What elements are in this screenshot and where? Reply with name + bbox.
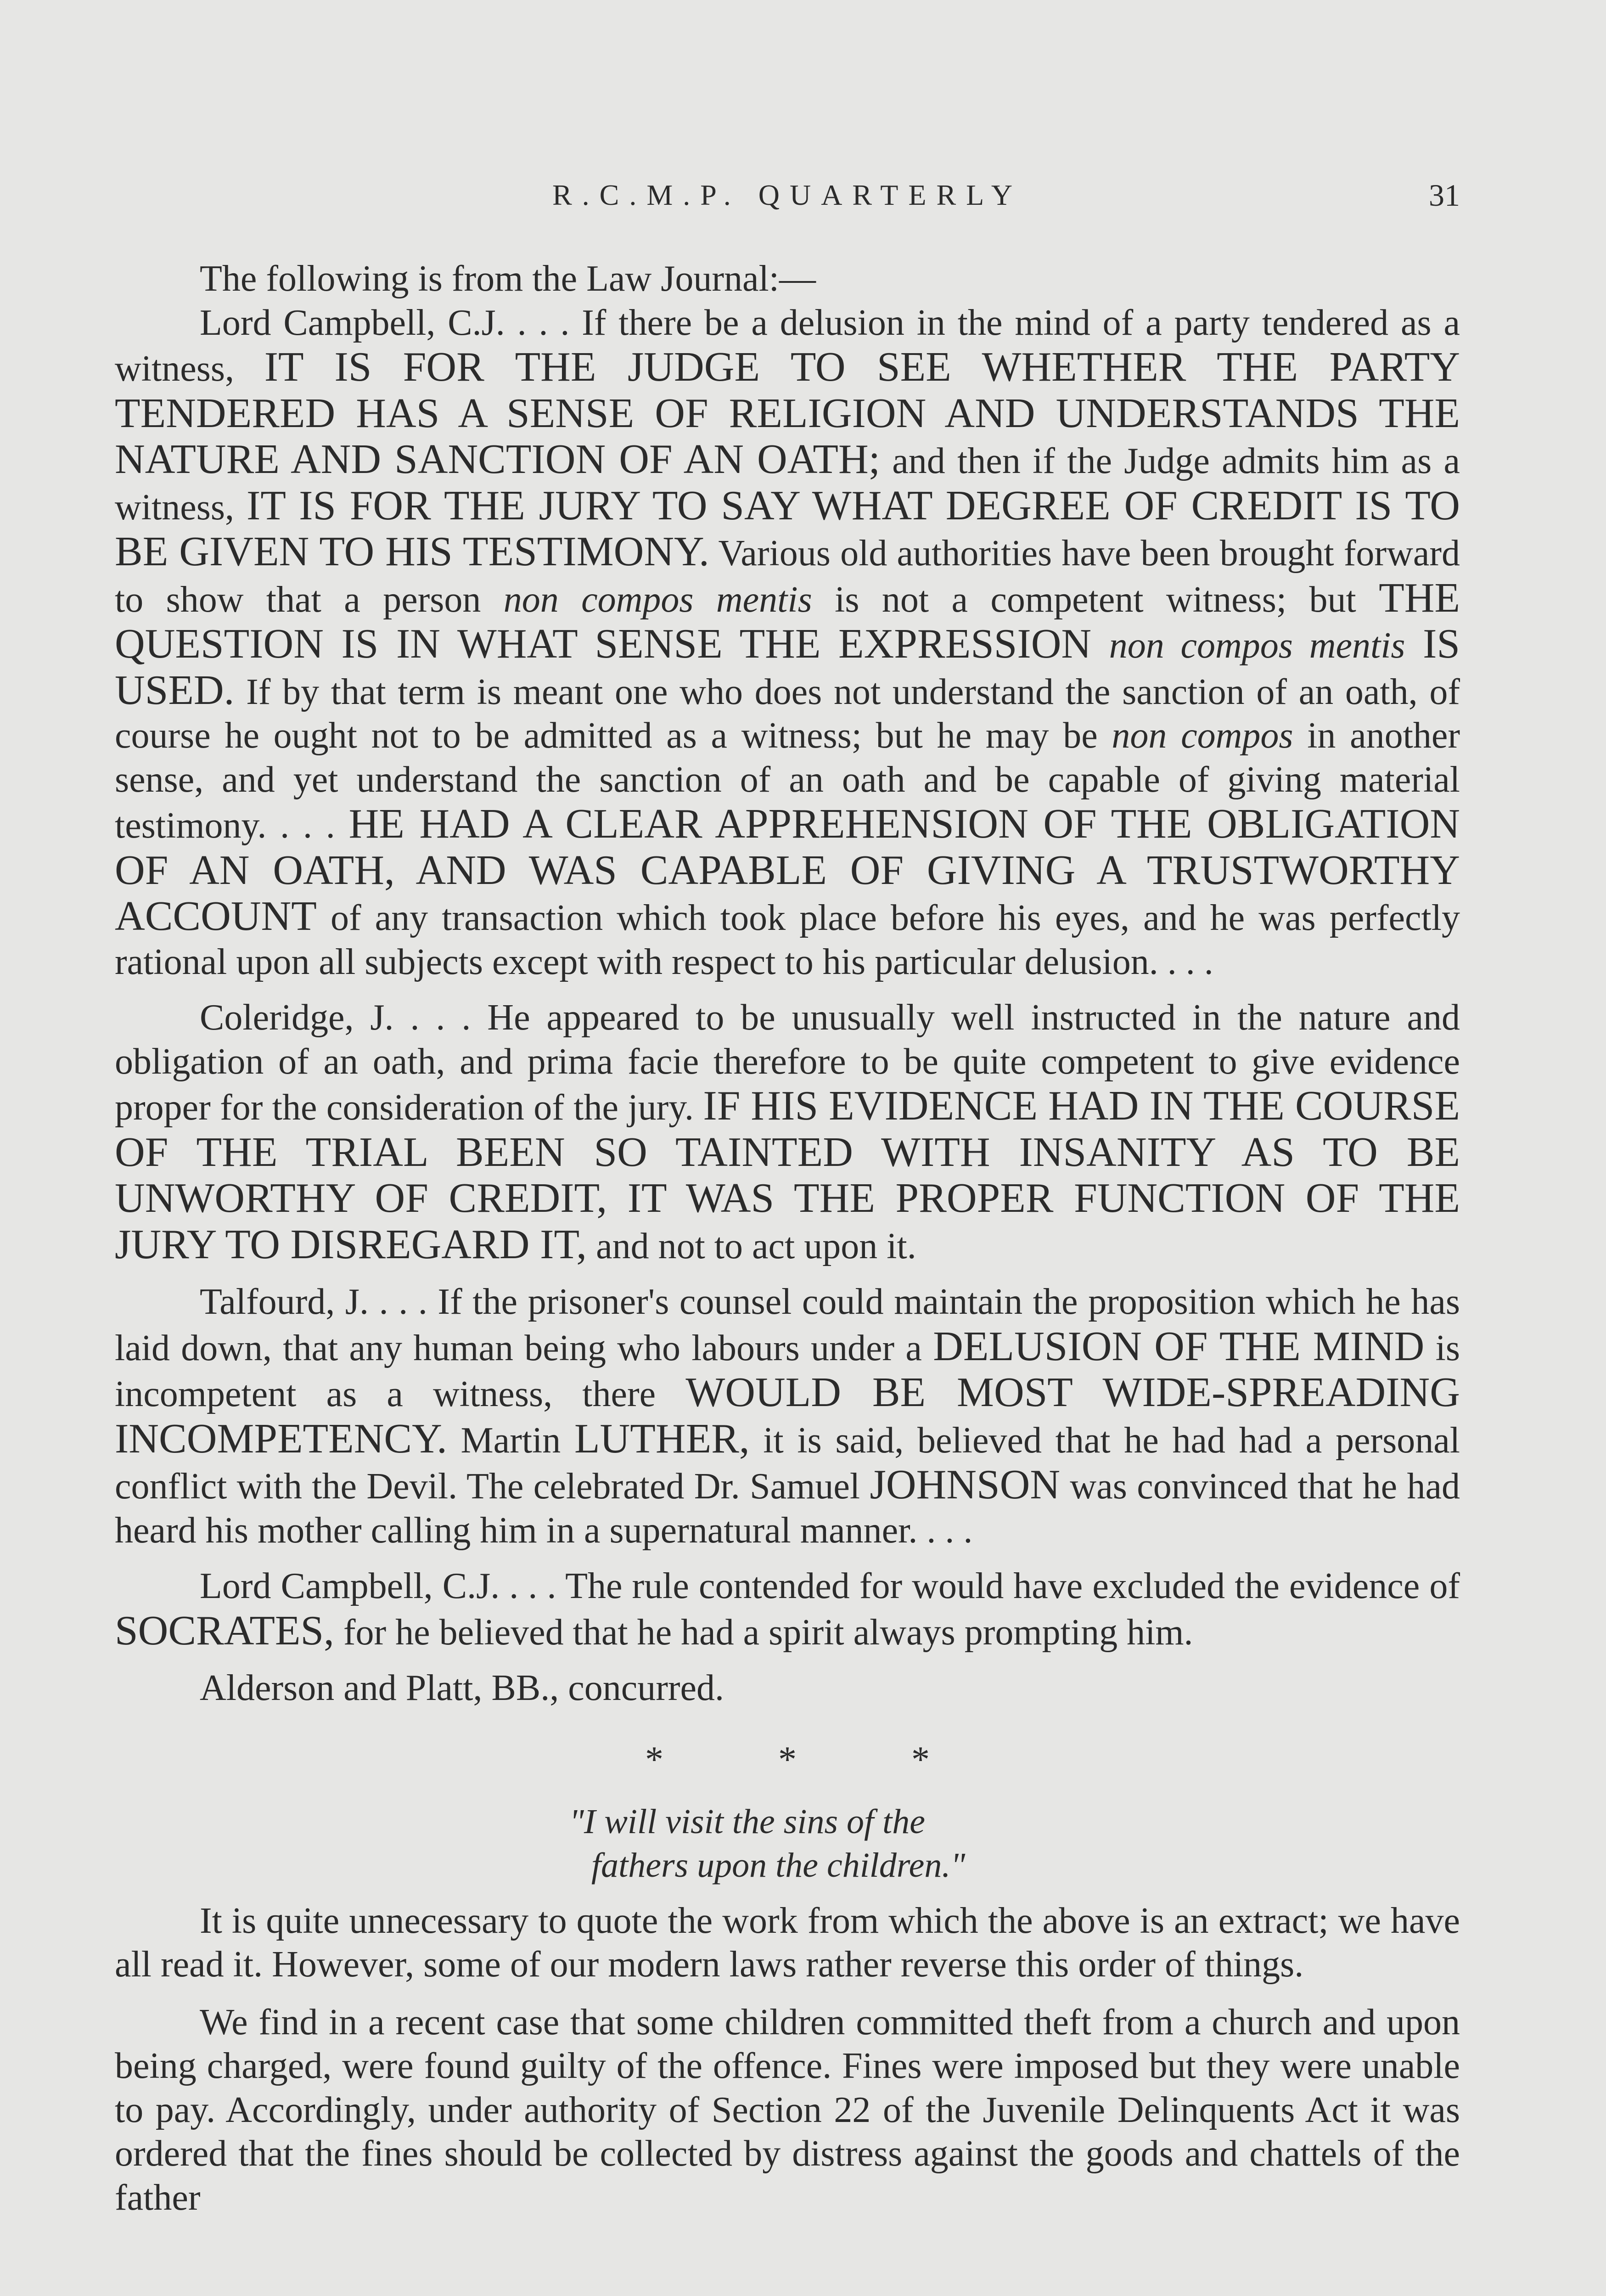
text-run: for he believed that he had a spirit always prompting him. (334, 1612, 1193, 1653)
paragraph-coleridge (115, 996, 1460, 1268)
emphasized-caps-phrase: IT IS FOR THE JURY TO SAY WHAT DEGREE OF CREDIT IS TO BE GIVEN TO HIS TESTIMONY. (115, 482, 1460, 574)
text-run: Talfourd, J. . . . If the prisoner's counsel could maintain the proposition which he has laid down, that any human being who labours under a (115, 1282, 1460, 1368)
running-title: R.C.M.P. QUARTERLY (552, 179, 1023, 211)
emphasized-caps-phrase: THE QUESTION IS IN WHAT SENSE THE EXPRESSION (115, 574, 1460, 667)
emphasized-caps-phrase: JOHNSON (870, 1461, 1061, 1508)
text-run: Martin (447, 1420, 574, 1461)
epigraph-quote (115, 1800, 1460, 1887)
asterisk: * (911, 1739, 930, 1780)
emphasized-caps-phrase: SOCRATES, (115, 1607, 334, 1654)
asterisk: * (778, 1739, 797, 1780)
emphasized-caps-phrase: WOULD BE MOST WIDE-SPREADING INCOMPETENCY. (115, 1369, 1460, 1462)
text-run: is not a competent witness; but (812, 579, 1379, 620)
running-header (115, 174, 1460, 216)
emphasized-caps-phrase: LUTHER, (574, 1415, 750, 1462)
paragraph-concurred: Alderson and Platt, BB., concurred. (200, 1668, 724, 1708)
text-run: was convinced that he had heard his mother calling him in a supernatural manner. . . . (115, 1466, 1460, 1551)
italic-phrase: non compos mentis (1109, 625, 1405, 666)
quote-line-2: fathers upon the children." (591, 1846, 966, 1885)
emphasized-caps-phrase: IT IS FOR THE JUDGE TO SEE WHETHER THE PARTY TENDERED HAS A SENSE OF RELIGION AND UNDERSTANDS THE NATURE AND SANCTION OF AN OATH; (115, 343, 1460, 482)
article-body (115, 257, 1460, 2220)
paragraph-campbell-2 (115, 1564, 1460, 1654)
paragraph-intro: The following is from the Law Journal:— (200, 259, 816, 299)
emphasized-caps-phrase: HE HAD A CLEAR APPREHENSION OF THE OBLIGATION OF AN OATH, AND WAS CAPABLE OF GIVING A TRUSTWORTHY ACCOUNT (115, 800, 1460, 939)
paragraph-recent-case: We find in a recent case that some children committed theft from a church and upon being charged, were found guilty of the offence. Fines were imposed but they were unable to pay. Accordingly, under authority of Section 22 of the Juvenile Delinquents Act it was ordered that the fines should be collected by distress against the goods and chattels of the father (115, 2002, 1460, 2218)
asterisk: * (645, 1739, 663, 1780)
text-run: Coleridge, J. . . . He appeared to be unusually well instructed in the nature and obligation of an oath, and prima facie therefore to be quite competent to give evidence proper for the consideration of the jury. (115, 997, 1460, 1128)
paragraph-campbell-1 (115, 301, 1460, 985)
page-number: 31 (1429, 178, 1460, 213)
text-run: it is said, believed that he had had a personal conflict with the Devil. The celebrated Dr. Samuel (115, 1420, 1460, 1507)
text-run: Various old authorities have been brought forward to show that a person (115, 533, 1460, 620)
text-run: is incompetent as a witness, there (115, 1328, 1460, 1414)
text-run: Lord Campbell, C.J. . . . If there be a delusion in the mind of a party tendered as a witness, (115, 302, 1460, 389)
paragraph-talfourd (115, 1280, 1460, 1553)
text-run: If by that term is meant one who does not understand the sanction of an oath, of course he ought not to be admitted as a witness; but he may be (115, 671, 1460, 756)
text-run: Lord Campbell, C.J. . . . The rule contended for would have excluded the evidence of (200, 1566, 1460, 1606)
text-run: of any transaction which took place before his eyes, and he was perfectly rational upon all subjects except with respect to his particular delusion. . . . (115, 898, 1460, 982)
emphasized-caps-phrase: IF HIS EVIDENCE HAD IN THE COURSE OF THE TRIAL BEEN SO TAINTED WITH INSANITY AS TO BE UNWORTHY OF CREDIT, IT WAS THE PROPER FUNCTION OF THE JURY TO DISREGARD IT, (115, 1082, 1460, 1267)
text-run: and then if the Judge admits him as a witness, (115, 441, 1460, 528)
text-run: and not to act upon it. (587, 1226, 916, 1266)
emphasized-caps-phrase: DELUSION OF THE MIND (933, 1322, 1425, 1369)
italic-phrase: non compos mentis (503, 579, 812, 620)
paragraph-unnecessary: It is quite unnecessary to quote the work from which the above is an extract; we have all read it. However, some of our modern laws rather reverse this order of things. (115, 1900, 1460, 1985)
italic-phrase: non compos (1112, 715, 1293, 756)
text-run: in another sense, and yet understand the sanction of an oath and be capable of giving material testimony. . . . (115, 715, 1460, 846)
quote-line-1: "I will visit the sins of the (569, 1802, 925, 1841)
section-separator (115, 1738, 1460, 1782)
emphasized-caps-phrase: IS USED. (115, 620, 1460, 713)
